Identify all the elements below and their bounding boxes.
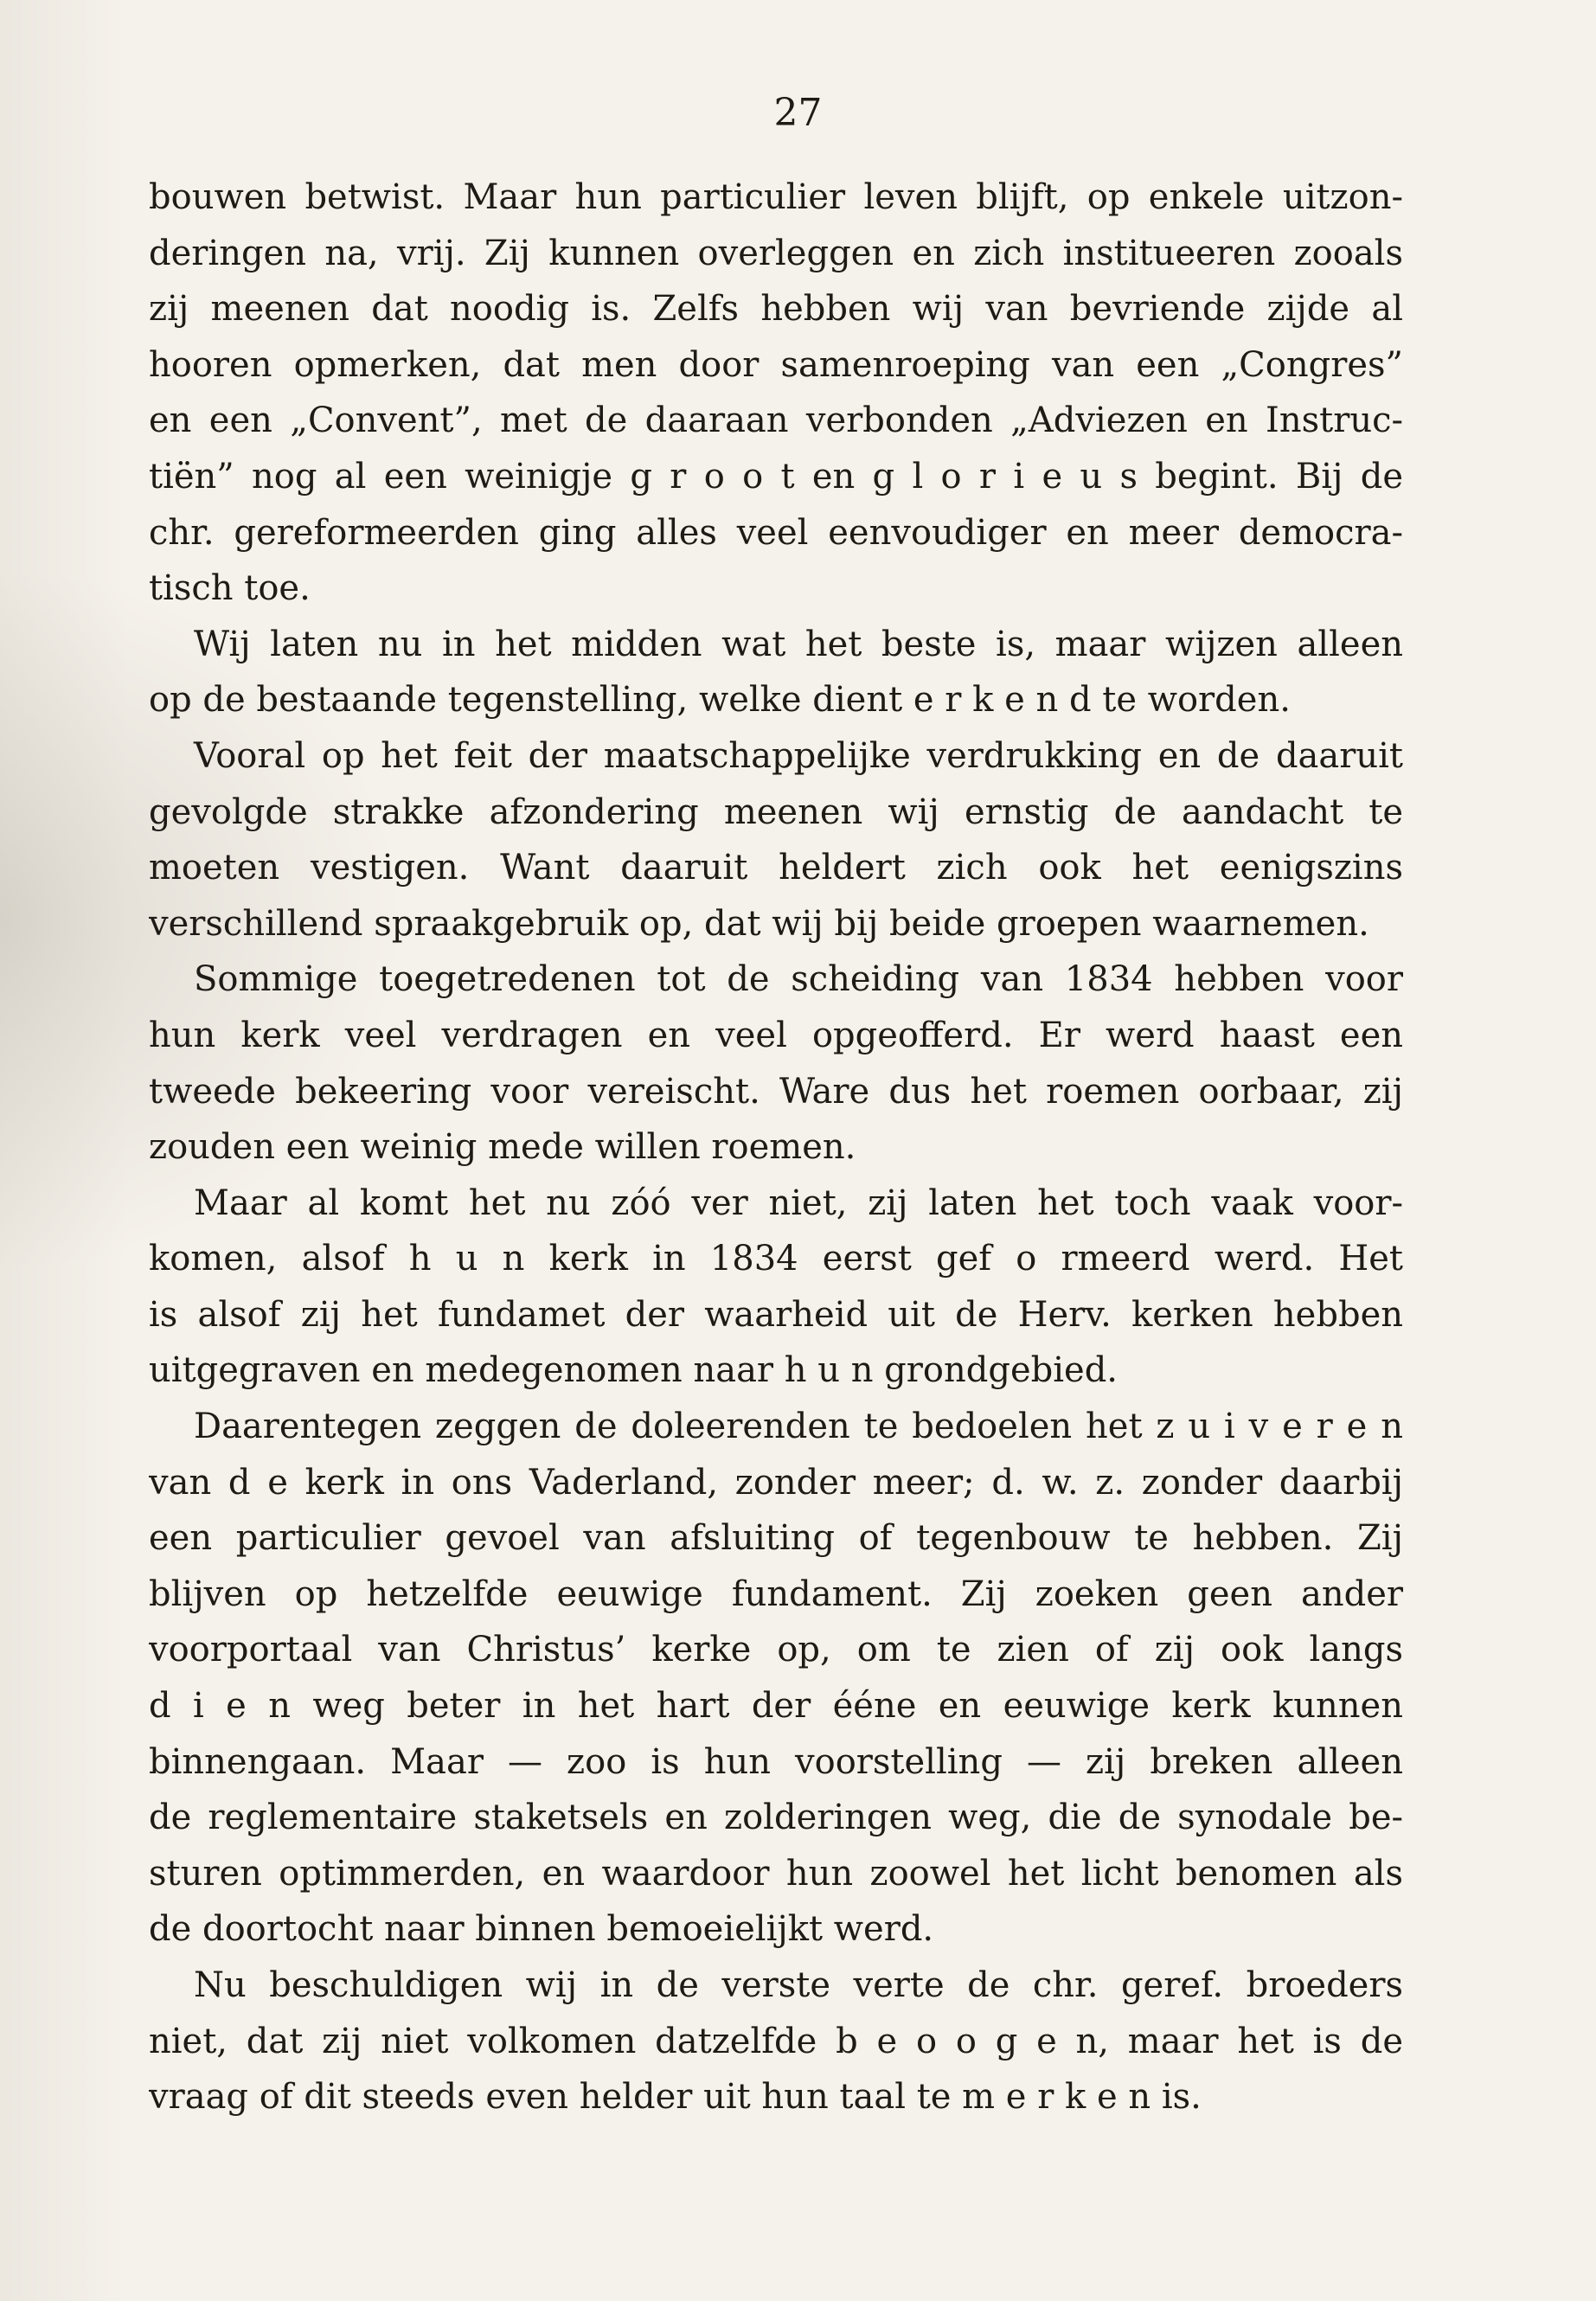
text-line: voorportaal van Christus’ kerke op, om te zien of zij ook langs: [149, 1630, 1403, 1670]
text-line: blijven op hetzelfde eeuwige fundament. Zij zoeken geen ander: [149, 1574, 1403, 1614]
text-line: op de bestaande tegenstelling, welke dient e r k e n d te worden.: [149, 680, 1291, 721]
text-line: de reglementaire staketsels en zolderingen weg, die de synodale be-: [149, 1798, 1403, 1838]
text-line: binnengaan. Maar — zoo is hun voorstelling — zij breken alleen: [149, 1741, 1403, 1782]
text-line: en een „Convent”, met de daaraan verbonden „Adviezen en Instruc-: [149, 401, 1403, 441]
text-line: tweede bekeering voor vereischt. Ware dus het roemen oorbaar, zij: [149, 1071, 1403, 1112]
text-line: deringen na, vrij. Zij kunnen overleggen en zich institueeren zooals: [149, 233, 1403, 273]
text-line: hun kerk veel verdragen en veel opgeofferd. Er werd haast een: [149, 1015, 1403, 1055]
text-line: zij meenen dat noodig is. Zelfs hebben wij van bevriende zijde al: [149, 289, 1403, 330]
text-line: gevolgde strakke afzondering meenen wij ernstig de aandacht te: [149, 792, 1403, 832]
text-line: komen, alsof h u n kerk in 1834 eerst gef o rmeerd werd. Het: [149, 1239, 1403, 1279]
page-number: 27: [773, 91, 823, 135]
text-line: Daarentegen zeggen de doleerenden te bedoelen het z u i v e r e n: [194, 1407, 1403, 1447]
body-text: [149, 170, 1403, 2125]
text-line: vraag of dit steeds even helder uit hun taal te m e r k e n is.: [149, 2077, 1202, 2118]
text-line: verschillend spraakgebruik op, dat wij bij beide groepen waarnemen.: [149, 903, 1369, 944]
text-line: Sommige toegetredenen tot de scheiding van 1834 hebben voor: [194, 959, 1403, 1000]
text-line: de doortocht naar binnen bemoeielijkt werd.: [149, 1909, 934, 1950]
text-line: Maar al komt het nu zóó ver niet, zij laten het toch vaak voor-: [194, 1183, 1403, 1223]
text-line: sturen optimmerden, en waardoor hun zoowel het licht benomen als: [149, 1853, 1403, 1894]
text-line: moeten vestigen. Want daaruit heldert zich ook het eenigszins: [149, 848, 1403, 888]
text-line: tiën” nog al een weinigje g r o o t en g l o r i e u s begint. Bij de: [149, 456, 1403, 497]
text-line: van d e kerk in ons Vaderland, zonder meer; d. w. z. zonder daarbij: [149, 1462, 1403, 1503]
text-line: is alsof zij het fundamet der waarheid uit de Herv. kerken hebben: [149, 1294, 1403, 1335]
text-line: Nu beschuldigen wij in de verste verte de chr. geref. broeders: [194, 1965, 1403, 2005]
text-line: hooren opmerken, dat men door samenroeping van een „Congres”: [149, 344, 1403, 385]
text-line: een particulier gevoel van afsluiting of tegenbouw te hebben. Zij: [149, 1518, 1403, 1559]
text-line: uitgegraven en medegenomen naar h u n grondgebied.: [149, 1350, 1118, 1391]
text-line: chr. gereformeerden ging alles veel eenvoudiger en meer democra-: [149, 512, 1403, 553]
text-line: zouden een weinig mede willen roemen.: [149, 1127, 856, 1168]
text-line: Wij laten nu in het midden wat het beste is, maar wijzen alleen: [194, 624, 1403, 664]
text-line: d i e n weg beter in het hart der ééne en eeuwige kerk kunnen: [149, 1686, 1403, 1727]
text-line: Vooral op het feit der maatschappelijke verdrukking en de daaruit: [194, 735, 1403, 776]
text-line: niet, dat zij niet volkomen datzelfde b e o o g e n, maar het is de: [149, 2021, 1403, 2061]
text-line: tisch toe.: [149, 568, 311, 609]
text-line: bouwen betwist. Maar hun particulier leven blijft, op enkele uitzon-: [149, 177, 1403, 217]
